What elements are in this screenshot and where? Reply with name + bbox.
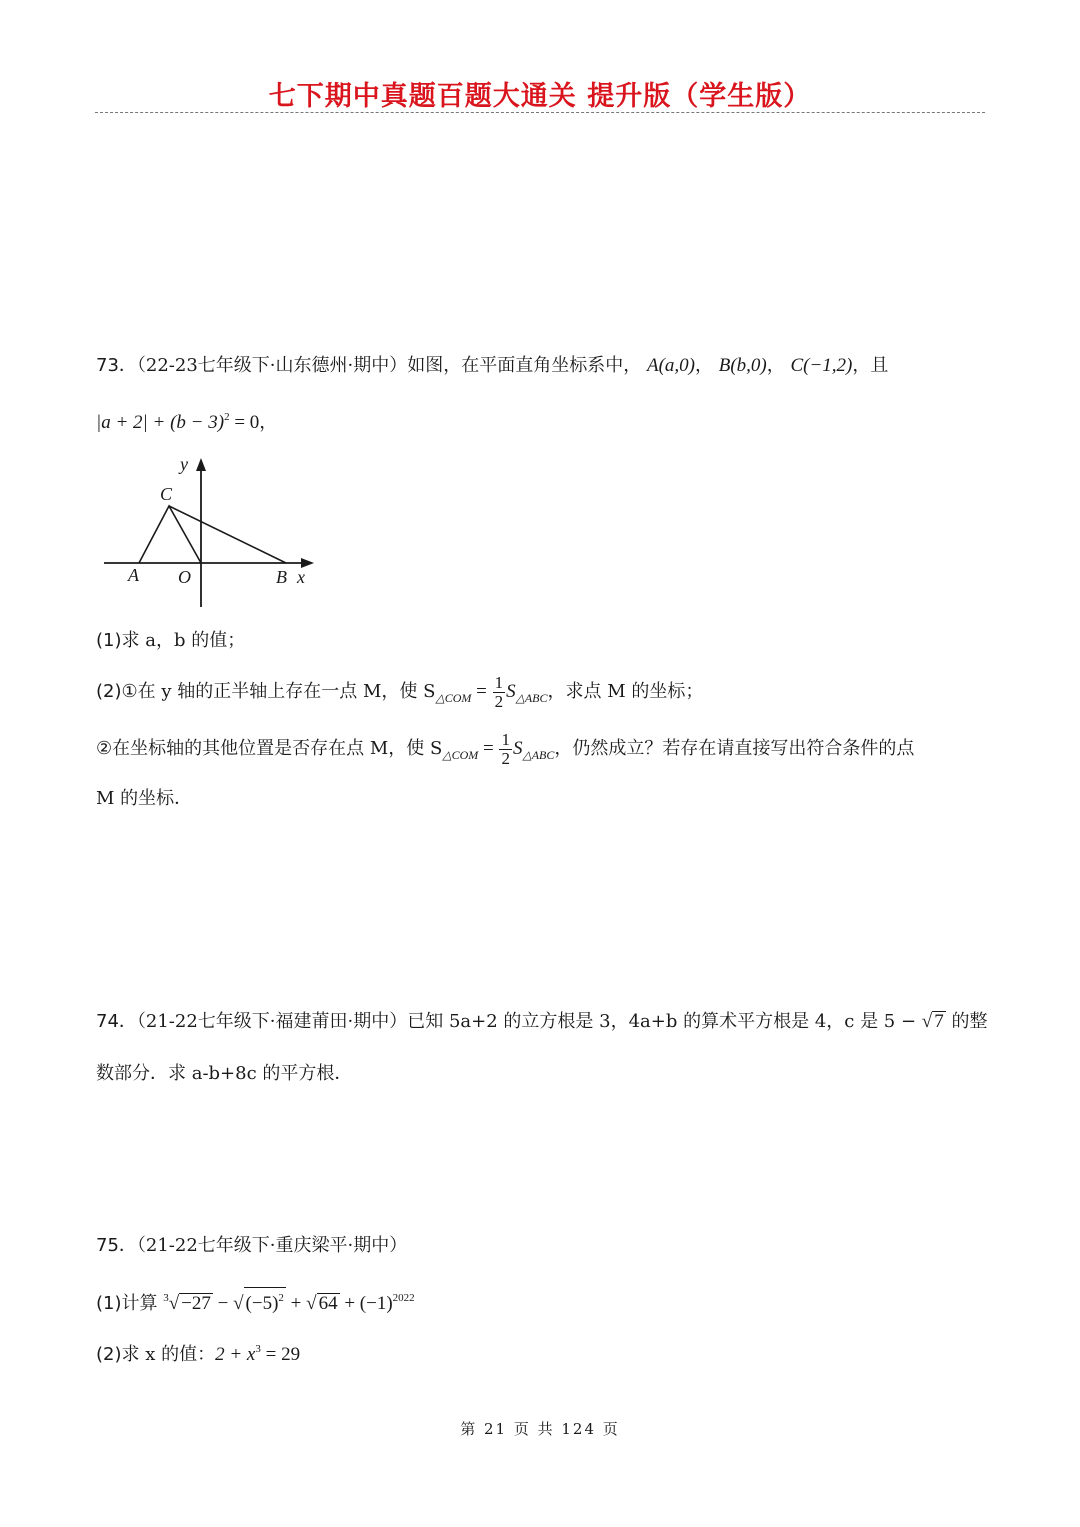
q73-s-letter: S — [506, 681, 516, 702]
q73-point-a: A(a,0) — [646, 355, 695, 376]
q73-sub-abc: △ABC — [515, 691, 548, 705]
q73-part2b-text: 在坐标轴的其他位置是否存在点 M，使 S — [112, 738, 443, 759]
q74-source: （21-22七年级下·福建莆田·期中） — [136, 1011, 408, 1032]
circle-one-icon: ① — [121, 681, 138, 702]
sqrt-symbol-icon-2: √ — [233, 1293, 244, 1314]
q75-part1-label: 计算 — [121, 1293, 164, 1314]
q75-eq-left: 2 + x — [215, 1344, 256, 1365]
q75-part1 — [96, 1286, 415, 1316]
q73-sub-com-2: △COM — [442, 748, 479, 762]
q74-number: 74． — [96, 1011, 137, 1032]
q73-part2b-line2: M 的坐标． — [96, 788, 193, 809]
sqrt1-radicand — [244, 1287, 286, 1314]
sqrt1-exp: 2 — [278, 1292, 284, 1304]
fraction-denominator: 2 — [494, 691, 504, 711]
cbrt-radicand: −27 — [181, 1293, 211, 1314]
q75-part2-prefix: (2) — [96, 1344, 122, 1365]
y-axis-arrow-icon — [196, 458, 206, 471]
q75-part2 — [96, 1337, 300, 1367]
fraction-one-half-2 — [499, 731, 512, 768]
sqrt-symbol-icon-3: √ — [306, 1293, 317, 1314]
q73-source: （22-23七年级下·山东德州·期中） — [136, 355, 408, 376]
cbrt-symbol-icon: √ — [168, 1293, 180, 1314]
fraction-one-half — [493, 674, 506, 711]
header-divider — [95, 112, 985, 113]
q73-part1-prefix: (1) — [96, 630, 122, 651]
q73-cond-end: ， — [259, 412, 278, 433]
q74-radicand: 7 — [934, 1011, 944, 1032]
label-a: A — [128, 565, 139, 585]
q75-eq-exp: 3 — [255, 1343, 261, 1355]
fraction-numerator: 1 — [494, 672, 504, 692]
q73-part2b — [96, 729, 914, 775]
label-y: y — [180, 454, 188, 474]
q73-and: ，且 — [852, 355, 889, 376]
page-header-title: 七下期中真题百题大通关 提升版（学生版） — [268, 81, 812, 112]
q73-point-b: B(b,0) — [718, 355, 767, 376]
circle-two-icon: ② — [96, 738, 113, 759]
q73-sub-abc-2: △ABC — [522, 748, 555, 762]
cbrt-index: 3 — [163, 1292, 169, 1304]
q75-minus: − — [212, 1293, 234, 1314]
q73-part1 — [96, 629, 245, 653]
q75-part1-prefix: (1) — [96, 1293, 122, 1314]
label-c: C — [160, 484, 173, 504]
label-o: O — [178, 567, 191, 587]
q75-source: （21-22七年级下·重庆梁平·期中） — [136, 1235, 408, 1256]
q74-text1-end: 的整 — [945, 1011, 988, 1032]
sqrt1-base: (−5) — [245, 1293, 279, 1314]
q73-sep2: ， — [766, 355, 785, 376]
q73-point-c: C(−1,2) — [790, 355, 853, 376]
q75-eq-right: = 29 — [260, 1344, 301, 1365]
q73-line1 — [96, 354, 888, 378]
q73-part1-text: 求 a，b 的值； — [121, 630, 246, 651]
q73-cond-exp: 2 — [224, 411, 230, 423]
q75-part2-label: 求 x 的值： — [121, 1344, 216, 1365]
q75-line1 — [96, 1234, 407, 1258]
q73-part2a-end: ，求点 M 的坐标； — [547, 681, 704, 702]
q73-cond-eq: = 0 — [229, 412, 260, 433]
q73-cond-abs: |a + 2| — [96, 412, 148, 433]
sqrt-symbol-icon: √ — [921, 1011, 933, 1032]
fraction-denominator-2: 2 — [501, 748, 510, 768]
q75-pow-exp: 2022 — [392, 1292, 415, 1304]
q73-intro: 如图，在平面直角坐标系中， — [407, 355, 642, 376]
q73-part2-prefix: (2) — [96, 681, 122, 702]
q73-part2a — [96, 672, 703, 718]
fraction-numerator-2: 1 — [501, 729, 510, 749]
q73-coordinate-diagram — [96, 450, 326, 615]
segment-cb — [169, 506, 286, 563]
q73-sub-com: △COM — [435, 691, 472, 705]
q73-condition — [96, 405, 277, 435]
q75-plus: + — [285, 1293, 307, 1314]
q73-eq-mid: = — [471, 681, 492, 702]
q73-part2a-text: 在 y 轴的正半轴上存在一点 M，使 S — [137, 681, 436, 702]
q73-eq-mid-2: = — [478, 738, 499, 759]
q73-s-letter-2: S — [512, 738, 523, 759]
q74-line2: 数部分．求 a-b+8c 的平方根． — [96, 1063, 353, 1084]
sqrt2-radicand: 64 — [318, 1293, 338, 1314]
q75-number: 75． — [96, 1235, 137, 1256]
page-footer: 第 21 页 共 124 页 — [460, 1420, 620, 1438]
q74-line1 — [96, 1010, 987, 1034]
q75-plus2: + (−1) — [339, 1293, 393, 1314]
q73-number: 73． — [96, 355, 137, 376]
q73-cond-plus: + (b − 3) — [147, 412, 225, 433]
label-x: x — [297, 567, 305, 587]
q74-text1: 已知 5a+2 的立方根是 3，4a+b 的算术平方根是 4，c 是 5 − — [407, 1011, 922, 1032]
triangle-aco-sides — [139, 506, 201, 563]
label-b: B — [276, 567, 287, 587]
q73-part2b-end: ，仍然成立？若存在请直接写出符合条件的点 — [554, 738, 915, 759]
q73-sep1: ， — [695, 355, 713, 376]
